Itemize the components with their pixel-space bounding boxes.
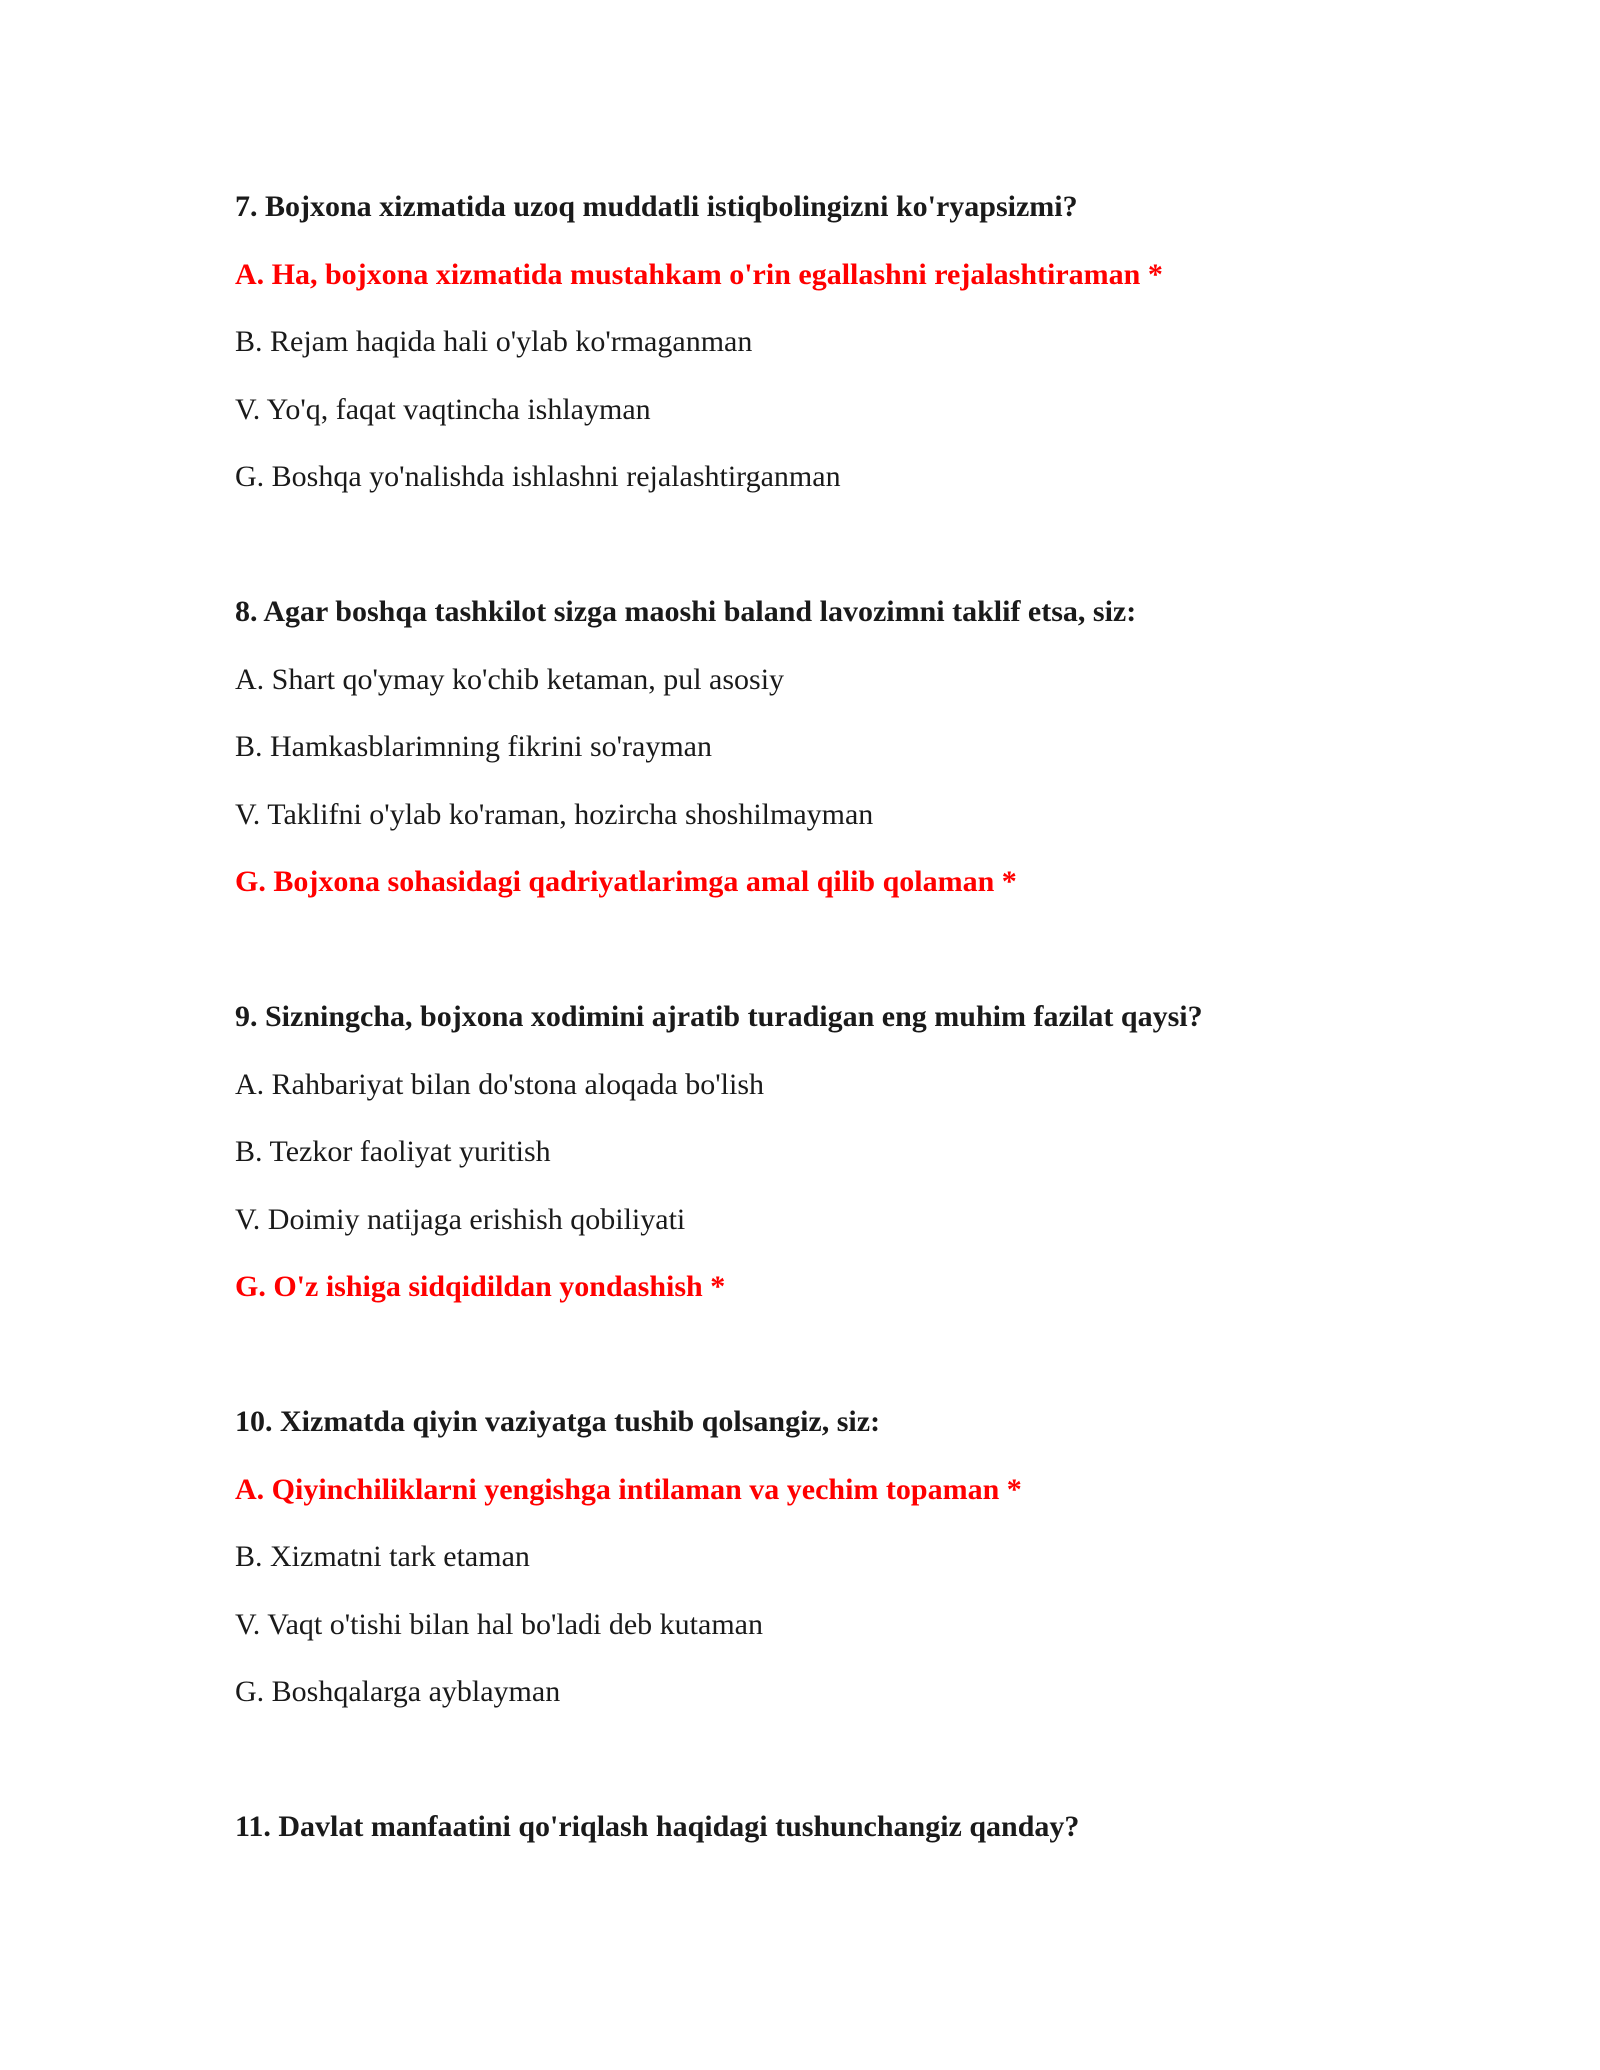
question-block [235, 190, 1435, 528]
answer-option-correct: G. O'z ishiga sidqidildan yondashish * [235, 1270, 726, 1303]
question-title: 11. Davlat manfaatini qo'riqlash haqidagi tushunchangiz qanday? [235, 1810, 1080, 1843]
answer-option: V. Yo'q, faqat vaqtincha ishlayman [235, 392, 651, 426]
answer-option: B. Tezkor faoliyat yuritish [235, 1135, 551, 1168]
answer-option: B. Hamkasblarimning fikrini so'rayman [235, 730, 712, 763]
question-title: 7. Bojxona xizmatida uzoq muddatli istiqbolingizni ko'ryapsizmi? [235, 190, 1078, 223]
question-block [235, 1810, 1435, 1878]
answer-option: V. Doimiy natijaga erishish qobiliyati [235, 1202, 686, 1236]
answer-option-correct: G. Bojxona sohasidagi qadriyatlarimga amal qilib qolaman * [235, 865, 1017, 898]
question-block [235, 1405, 1435, 1743]
answer-option: B. Xizmatni tark etaman [235, 1540, 530, 1573]
answer-option: A. Shart qo'ymay ko'chib ketaman, pul asosiy [235, 662, 785, 696]
answer-option: V. Taklifni o'ylab ko'raman, hozircha shoshilmayman [235, 797, 874, 831]
answer-option: G. Boshqa yo'nalishda ishlashni rejalashtirganman [235, 460, 841, 493]
answer-option-correct: A. Ha, bojxona xizmatida mustahkam o'rin egallashni rejalashtiraman * [235, 257, 1163, 291]
question-title: 9. Sizningcha, bojxona xodimini ajratib turadigan eng muhim fazilat qaysi? [235, 1000, 1203, 1033]
answer-option: V. Vaqt o'tishi bilan hal bo'ladi deb kutaman [235, 1607, 763, 1641]
question-block [235, 1000, 1435, 1338]
question-block [235, 595, 1435, 933]
answer-option: B. Rejam haqida hali o'ylab ko'rmaganman [235, 325, 753, 358]
question-title: 10. Xizmatda qiyin vaziyatga tushib qolsangiz, siz: [235, 1405, 881, 1438]
answer-option: G. Boshqalarga ayblayman [235, 1675, 561, 1708]
answer-option: A. Rahbariyat bilan do'stona aloqada bo'lish [235, 1067, 765, 1101]
answer-option-correct: A. Qiyinchiliklarni yengishga intilaman va yechim topaman * [235, 1472, 1022, 1506]
question-title: 8. Agar boshqa tashkilot sizga maoshi baland lavozimni taklif etsa, siz: [235, 595, 1137, 628]
